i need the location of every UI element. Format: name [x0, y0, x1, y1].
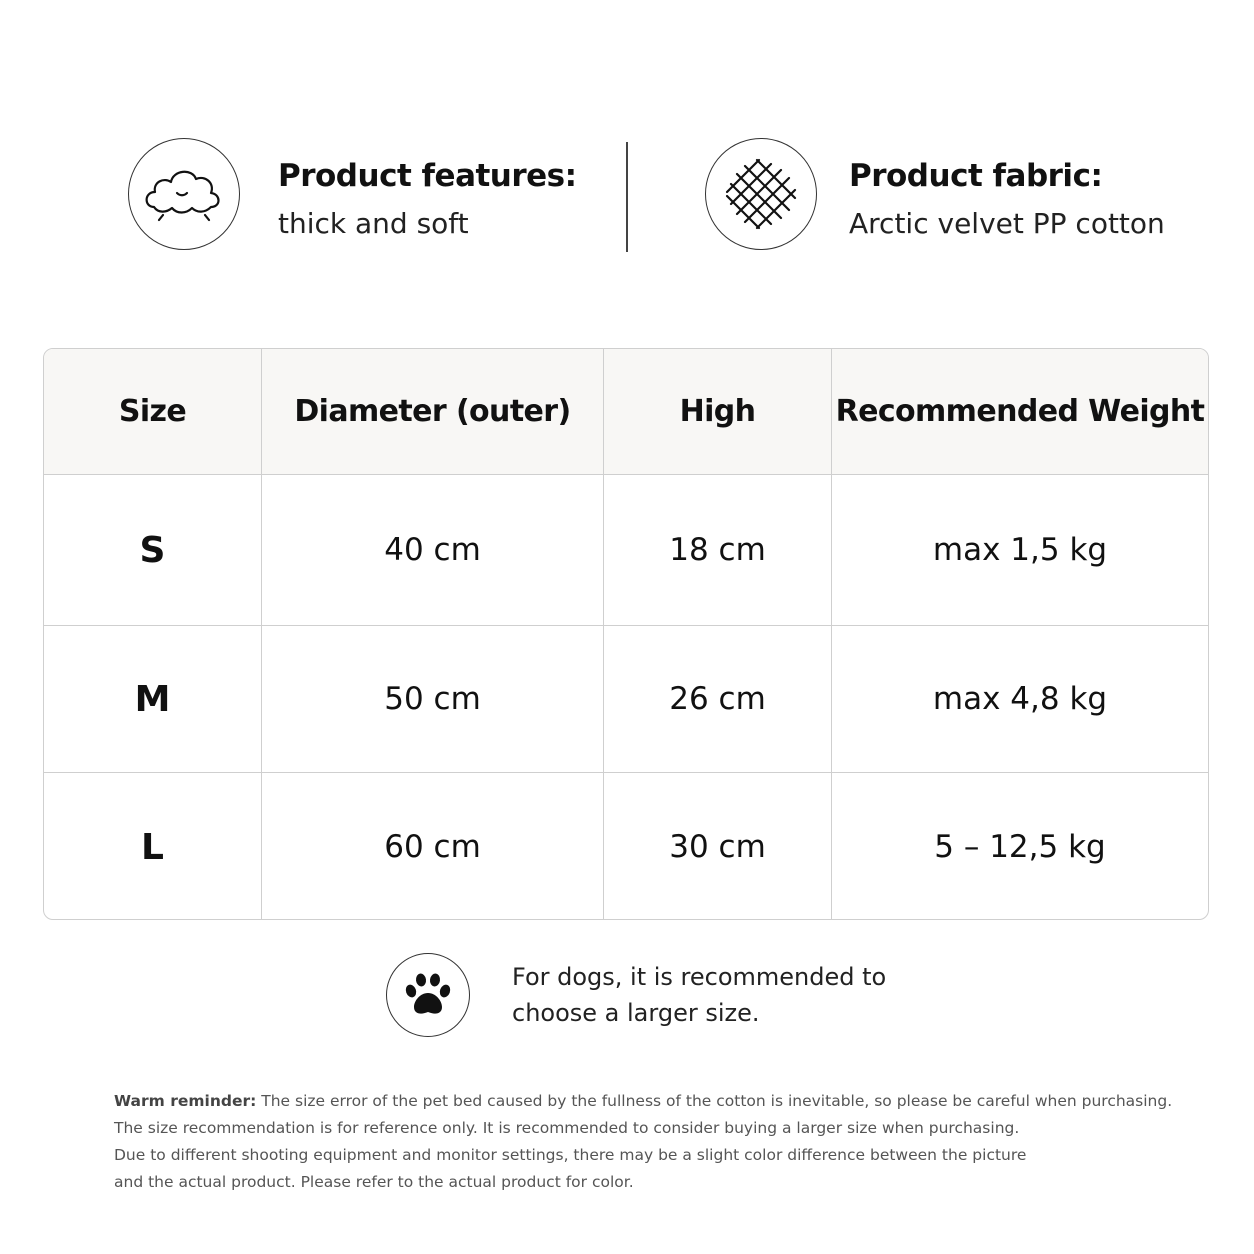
- cloud-icon: [128, 138, 240, 250]
- table-cell-weight: max 1,5 kg: [932, 532, 1108, 568]
- table-cell-weight: 5 – 12,5 kg: [934, 829, 1106, 865]
- table-cell-size: L: [44, 773, 262, 920]
- table-header-row: [44, 349, 1208, 475]
- table-cell-diameter: 60 cm: [262, 773, 604, 920]
- divider: [626, 142, 628, 252]
- feature-title: Product fabric:: [849, 158, 1103, 194]
- table-header-cell: Diameter (outer): [262, 349, 604, 474]
- feature-value: thick and soft: [278, 207, 469, 240]
- dog-note-text: [512, 959, 886, 1031]
- dog-note-line: For dogs, it is recommended to: [512, 963, 887, 991]
- feature-title: Product features:: [278, 158, 577, 194]
- dog-note-line: choose a larger size.: [512, 999, 760, 1027]
- table-cell-diameter: 50 cm: [262, 626, 604, 772]
- reminder-line: The size recommendation is for reference only. It is recommended to consider buying a larger size when purchasing.: [114, 1119, 1020, 1137]
- table-cell-size: S: [44, 475, 262, 625]
- table-header-cell: High: [604, 349, 832, 474]
- table-cell-high: 26 cm: [604, 626, 832, 772]
- reminder-label: Warm reminder:: [114, 1092, 257, 1110]
- table-cell-diameter: 40 cm: [262, 475, 604, 625]
- table-row: [44, 626, 1208, 773]
- warm-reminder: [114, 1088, 1174, 1196]
- table-cell-high: 18 cm: [604, 475, 832, 625]
- table-cell-weight: max 4,8 kg: [932, 681, 1108, 717]
- size-chart-table: [43, 348, 1209, 920]
- table-row: [44, 475, 1208, 626]
- reminder-line: [114, 1088, 1174, 1115]
- mesh-fabric-icon: [705, 138, 817, 250]
- dog-size-note: [386, 953, 946, 1039]
- table-row: [44, 773, 1208, 920]
- paw-icon: [386, 953, 470, 1037]
- table-cell-high: 30 cm: [604, 773, 832, 920]
- feature-value: Arctic velvet PP cotton: [849, 207, 1165, 240]
- table-header-cell: Recommended Weight: [835, 394, 1205, 429]
- table-header-cell: Size: [44, 349, 262, 474]
- reminder-line: Due to different shooting equipment and monitor settings, there may be a slight color difference between the picture: [114, 1146, 1027, 1164]
- feature-fabric-text: [849, 156, 1165, 244]
- table-cell-size: M: [44, 626, 262, 772]
- feature-features-text: [278, 156, 577, 244]
- reminder-text: The size error of the pet bed caused by the fullness of the cotton is inevitable, so please be careful when purchasing.: [256, 1092, 1173, 1110]
- reminder-line: and the actual product. Please refer to the actual product for color.: [114, 1173, 634, 1191]
- product-features-band: [0, 130, 1254, 260]
